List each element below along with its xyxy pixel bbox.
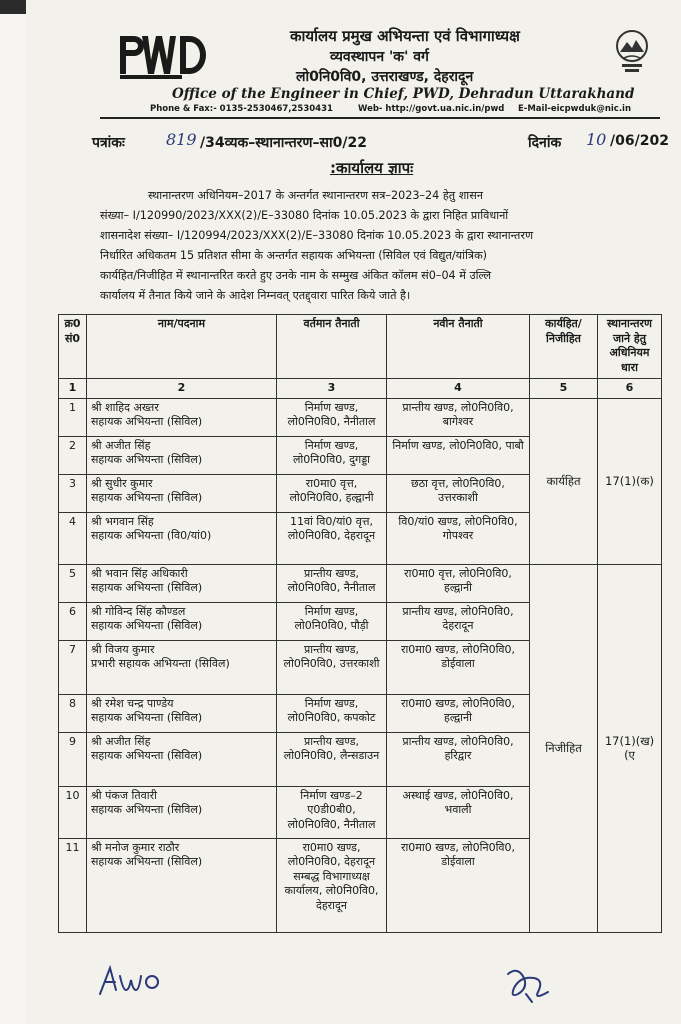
row-post: सहायक अभियन्ता (सिविल): [91, 711, 203, 724]
row-current-posting: निर्माण खण्ड, लो0नि0वि0, कपकोट: [277, 694, 387, 732]
transfer-table: [58, 314, 662, 933]
memo-paragraph: [100, 186, 660, 306]
table-row: [59, 564, 662, 602]
row-name-post: [87, 512, 277, 564]
row-new-posting: रा0मा0 खण्ड, लो0नि0वि0, डोईवाला: [387, 640, 530, 694]
row-serial: 4: [59, 512, 87, 564]
row-current-posting: निर्माण खण्ड, लो0नि0वि0, नैनीताल: [277, 398, 387, 436]
row-name-post: [87, 694, 277, 732]
header-email: E-Mail-eicpwduk@nic.in: [518, 104, 632, 114]
row-name: श्री गोविन्द सिंह कौण्डल: [91, 604, 186, 618]
group-clause-work: 17(1)(क): [598, 398, 662, 564]
paragraph-line: शासनादेश संख्या– I/120994/2023/XXX(2)/E–33080 दिनांक 10.05.2023 के द्वारा स्थानान्तरण: [100, 229, 534, 242]
row-current-posting: निर्माण खण्ड–2 ए0डी0बी0, लो0नि0वि0, नैनीताल: [277, 786, 387, 838]
date-rest: /06/202: [610, 133, 669, 149]
group-clause-personal: 17(1)(ख)(ए: [598, 564, 662, 932]
paragraph-line: कार्यालय में तैनात किये जाने के आदेश निम्नवत् एतद्द्वारा पारित किये जाते है।: [100, 289, 411, 302]
row-new-posting: छठा वृत्त, लो0नि0वि0, उत्तरकाशी: [387, 474, 530, 512]
row-name-post: [87, 838, 277, 932]
uttarakhand-emblem: [612, 28, 652, 80]
row-serial: 8: [59, 694, 87, 732]
header-interest: कार्यहित/ निजीहित: [530, 315, 598, 379]
row-new-posting: प्रान्तीय खण्ड, लो0नि0वि0, देहरादून: [387, 602, 530, 640]
table-header-row: [59, 315, 662, 379]
initials-signature-left: [96, 960, 166, 1000]
row-post: प्रभारी सहायक अभियन्ता (सिविल): [91, 657, 230, 670]
row-name-post: [87, 398, 277, 436]
header-hindi-location: लो0नि0वि0, उत्तराखण्ड, देहरादून: [296, 69, 474, 85]
pwd-logo: [116, 30, 206, 80]
row-post: सहायक अभियन्ता (सिविल): [91, 581, 203, 594]
row-new-posting: प्रान्तीय खण्ड, लो0नि0वि0, हरिद्वार: [387, 732, 530, 786]
row-new-posting: प्रान्तीय खण्ड, लो0नि0वि0, बागेश्वर: [387, 398, 530, 436]
header-phone: Phone & Fax:- 0135-2530467,2530431: [150, 104, 333, 114]
row-serial: 3: [59, 474, 87, 512]
col-number: 2: [87, 379, 277, 399]
row-current-posting: प्रान्तीय खण्ड, लो0नि0वि0, उत्तरकाशी: [277, 640, 387, 694]
date-day: 10: [586, 130, 607, 149]
row-serial: 2: [59, 436, 87, 474]
row-serial: 6: [59, 602, 87, 640]
row-current-posting: निर्माण खण्ड, लो0नि0वि0, पौड़ी: [277, 602, 387, 640]
row-serial: 11: [59, 838, 87, 932]
header-english-office: Office of the Engineer in Chief, PWD, Dehradun Uttarakhand: [172, 86, 635, 102]
date-label: दिनांक: [528, 135, 562, 151]
row-name-post: [87, 564, 277, 602]
header-hindi-section: व्यवस्थापन 'क' वर्ग: [330, 49, 429, 65]
row-name: श्री भगवान सिंह: [91, 514, 154, 528]
paragraph-line: स्थानान्तरण अधिनियम–2017 के अन्तर्गत स्थानान्तरण सत्र–2023–24 हेतु शासन: [148, 189, 483, 202]
table-row: [59, 398, 662, 436]
row-name-post: [87, 436, 277, 474]
row-name-post: [87, 602, 277, 640]
col-number: 1: [59, 379, 87, 399]
row-new-posting: वि0/यां0 खण्ड, लो0नि0वि0, गोपश्वर: [387, 512, 530, 564]
row-name: श्री पंकज तिवारी: [91, 788, 157, 802]
col-number: 5: [530, 379, 598, 399]
header-new-posting: नवीन तैनाती: [387, 315, 530, 379]
header-web: Web- http://govt.ua.nic.in/pwd: [358, 104, 505, 114]
memo-title: :कार्यालय ज्ञापः: [330, 159, 414, 177]
row-new-posting: अस्थाई खण्ड, लो0नि0वि0, भवाली: [387, 786, 530, 838]
row-name: श्री भवान सिंह अधिकारी: [91, 566, 188, 580]
row-post: सहायक अभियन्ता (सिविल): [91, 619, 203, 632]
header-current-posting: वर्तमान तैनाती: [277, 315, 387, 379]
row-name-post: [87, 732, 277, 786]
header-clause: स्थानान्तरण जाने हेतु अधिनियम धारा: [598, 315, 662, 379]
row-name: श्री अजीत सिंह: [91, 438, 151, 452]
row-new-posting: निर्माण खण्ड, लो0नि0वि0, पाबौ: [387, 436, 530, 474]
group-interest-work: कार्यहित: [530, 398, 598, 564]
row-current-posting: निर्माण खण्ड, लो0नि0वि0, दुगड्डा: [277, 436, 387, 474]
row-serial: 9: [59, 732, 87, 786]
row-name: श्री सुधीर कुमार: [91, 476, 153, 490]
paragraph-line: कार्यहित/निजीहित में स्थानान्तरित करते हुए उनके नाम के सम्मुख अंकित कॉलम सं0–04 में उल्लि: [100, 269, 492, 282]
column-number-row: [59, 379, 662, 399]
row-new-posting: रा0मा0 वृत्त, लो0नि0वि0, हल्द्वानी: [387, 564, 530, 602]
header-hindi-office: कार्यालय प्रमुख अभियन्ता एवं विभागाध्यक्ष: [290, 27, 520, 45]
row-post: सहायक अभियन्ता (सिविल): [91, 749, 203, 762]
row-serial: 5: [59, 564, 87, 602]
row-name: श्री मनोज कुमार राठौर: [91, 840, 180, 854]
row-post: सहायक अभियन्ता (वि0/यां0): [91, 529, 212, 542]
row-name: श्री शाहिद अख्तर: [91, 400, 159, 414]
row-name-post: [87, 640, 277, 694]
reference-label: पत्रांकः: [92, 135, 125, 151]
row-current-posting: रा0मा0 खण्ड, लो0नि0वि0, देहरादून सम्बद्ध विभागाध्यक्ष कार्यालय, लो0नि0वि0, देहरादून: [277, 838, 387, 932]
row-new-posting: रा0मा0 खण्ड, लो0नि0वि0, डोईवाला: [387, 838, 530, 932]
header-name: नाम/पदनाम: [87, 315, 277, 379]
row-name-post: [87, 786, 277, 838]
paragraph-line: निर्धारित अधिकतम 15 प्रतिशत सीमा के अन्तर्गत सहायक अभियन्ता (सिविल एवं विद्युत/यांत्रिक): [100, 249, 488, 262]
row-post: सहायक अभियन्ता (सिविल): [91, 803, 203, 816]
paragraph-line: संख्या– I/120990/2023/XXX(2)/E–33080 दिनांक 10.05.2023 के द्वारा निहित प्राविधानों: [100, 209, 509, 222]
row-serial: 10: [59, 786, 87, 838]
row-serial: 1: [59, 398, 87, 436]
row-new-posting: रा0मा0 खण्ड, लो0नि0वि0, हल्द्वानी: [387, 694, 530, 732]
group-interest-personal: निजीहित: [530, 564, 598, 932]
header-serial: क्र0 सं0: [59, 315, 87, 379]
row-name-post: [87, 474, 277, 512]
header-divider: [100, 117, 660, 119]
reference-number: 819: [166, 130, 197, 149]
signature-right: [500, 960, 560, 1004]
row-current-posting: प्रान्तीय खण्ड, लो0नि0वि0, लैन्सडाउन: [277, 732, 387, 786]
row-current-posting: रा0मा0 वृत्त, लो0नि0वि0, हल्द्वानी: [277, 474, 387, 512]
row-name: श्री विजय कुमार: [91, 642, 155, 656]
row-name: श्री रमेश चन्द्र पाण्डेय: [91, 696, 174, 710]
col-number: 6: [598, 379, 662, 399]
col-number: 4: [387, 379, 530, 399]
col-number: 3: [277, 379, 387, 399]
row-post: सहायक अभियन्ता (सिविल): [91, 415, 203, 428]
row-post: सहायक अभियन्ता (सिविल): [91, 491, 203, 504]
reference-suffix: /34व्यक–स्थानान्तरण–सा0/22: [200, 135, 367, 151]
row-current-posting: प्रान्तीय खण्ड, लो0नि0वि0, नैनीताल: [277, 564, 387, 602]
row-post: सहायक अभियन्ता (सिविल): [91, 855, 203, 868]
row-post: सहायक अभियन्ता (सिविल): [91, 453, 203, 466]
row-serial: 7: [59, 640, 87, 694]
row-name: श्री अजीत सिंह: [91, 734, 151, 748]
row-current-posting: 11वां वि0/यां0 वृत्त, लो0नि0वि0, देहरादून: [277, 512, 387, 564]
